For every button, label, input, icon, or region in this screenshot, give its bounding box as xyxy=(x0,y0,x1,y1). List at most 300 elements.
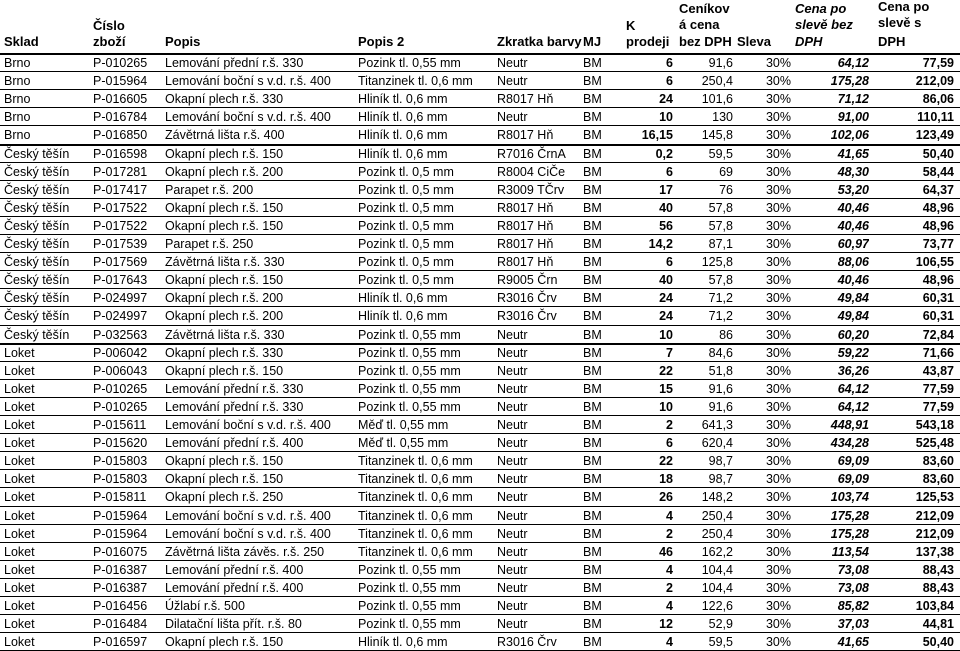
cell-barva: Neutr xyxy=(497,544,528,559)
cell-popis: Okapní plech r.š. 150 xyxy=(165,218,284,233)
cell-mj: BM xyxy=(583,182,602,197)
cell-barva: Neutr xyxy=(497,454,528,469)
cell-cislo: P-010265 xyxy=(93,56,148,70)
cell-cislo: P-015803 xyxy=(93,454,148,469)
table-row xyxy=(0,54,960,72)
cell-cislo: P-015803 xyxy=(93,472,148,487)
cell-cena: 125,8 xyxy=(701,255,733,270)
header-sklad: Sklad xyxy=(4,34,39,49)
cell-barva: R8017 Hň xyxy=(497,218,554,233)
cell-sleva: 30% xyxy=(765,418,791,432)
cell-cena-bez: 73,08 xyxy=(837,580,869,595)
cell-cislo: P-016075 xyxy=(93,544,148,559)
cell-mj: BM xyxy=(583,164,602,179)
table-row xyxy=(0,488,960,506)
cell-cena-bez: 103,74 xyxy=(830,490,869,505)
cell-popis2: Pozink tl. 0,5 mm xyxy=(358,273,454,288)
cell-cislo: P-017569 xyxy=(93,255,148,270)
cell-popis: Okapní plech r.š. 150 xyxy=(165,200,284,215)
cell-popis: Okapní plech r.š. 150 xyxy=(165,363,284,378)
cell-popis: Okapní plech r.š. 330 xyxy=(165,345,284,360)
cell-popis: Okapní plech r.š. 150 xyxy=(165,454,284,469)
cell-barva: R7016 ČrnA xyxy=(497,146,566,161)
cell-k-prodeji: 2 xyxy=(666,580,673,595)
cell-cena-s: 88,43 xyxy=(922,580,954,595)
cell-barva: Neutr xyxy=(497,599,528,613)
cell-k-prodeji: 17 xyxy=(659,182,673,197)
cell-sleva: 30% xyxy=(765,526,791,541)
header-cena-bez-line1: Cena po xyxy=(795,1,847,16)
cell-cena-s: 83,60 xyxy=(922,472,954,487)
cell-barva: Neutr xyxy=(497,490,528,505)
cell-cena: 57,8 xyxy=(708,200,733,215)
cell-cena: 250,4 xyxy=(701,74,733,89)
cell-cena-s: 543,18 xyxy=(915,418,954,432)
table-row xyxy=(0,199,960,217)
cell-sleva: 30% xyxy=(765,146,791,161)
cell-cena-bez: 69,09 xyxy=(837,454,869,469)
cell-mj: BM xyxy=(583,418,602,432)
cell-cena-bez: 49,84 xyxy=(837,309,869,324)
cell-barva: R3016 Črv xyxy=(497,635,557,650)
header-cena-bez-line2: slevě bez xyxy=(795,17,853,32)
table-row xyxy=(0,145,960,163)
table-row xyxy=(0,633,960,651)
cell-cena: 69 xyxy=(719,164,733,179)
cell-cena-bez: 40,46 xyxy=(837,218,869,233)
cell-sleva: 30% xyxy=(765,472,791,487)
cell-popis2: Pozink tl. 0,5 mm xyxy=(358,237,454,251)
cell-cena-s: 50,40 xyxy=(922,146,954,161)
cell-cena: 250,4 xyxy=(701,526,733,541)
cell-cena: 122,6 xyxy=(701,599,733,613)
cell-barva: Neutr xyxy=(497,363,528,378)
cell-sleva: 30% xyxy=(765,454,791,469)
cell-mj: BM xyxy=(583,635,602,650)
cell-popis2: Pozink tl. 0,5 mm xyxy=(358,200,454,215)
cell-popis: Okapní plech r.š. 200 xyxy=(165,309,284,324)
cell-cena-bez: 71,12 xyxy=(837,92,869,107)
cell-barva: R3016 Črv xyxy=(497,309,557,324)
cell-sleva: 30% xyxy=(765,345,791,360)
table-row xyxy=(0,126,960,144)
cell-sleva: 30% xyxy=(765,182,791,197)
cell-popis2: Pozink tl. 0,55 mm xyxy=(358,327,461,342)
cell-mj: BM xyxy=(583,580,602,595)
table-row xyxy=(0,108,960,126)
cell-cena-s: 60,31 xyxy=(922,309,954,324)
cell-sleva: 30% xyxy=(765,255,791,270)
cell-cena-s: 525,48 xyxy=(915,436,954,451)
cell-cena-s: 72,84 xyxy=(922,327,954,342)
cell-cena-s: 212,09 xyxy=(915,74,954,89)
cell-sklad: Loket xyxy=(4,418,35,432)
cell-mj: BM xyxy=(583,544,602,559)
cell-barva: Neutr xyxy=(497,327,528,342)
cell-cislo: P-016597 xyxy=(93,635,148,650)
cell-k-prodeji: 6 xyxy=(666,164,673,179)
cell-cena-bez: 60,20 xyxy=(837,327,869,342)
cell-barva: R8017 Hň xyxy=(497,237,554,251)
cell-sklad: Brno xyxy=(4,128,31,143)
cell-sleva: 30% xyxy=(765,327,791,342)
cell-cena: 57,8 xyxy=(708,218,733,233)
cell-sleva: 30% xyxy=(765,599,791,613)
table-row xyxy=(0,525,960,543)
cell-k-prodeji: 10 xyxy=(659,399,673,414)
table-row xyxy=(0,326,960,344)
cell-cena: 162,2 xyxy=(701,544,733,559)
cell-cena: 86 xyxy=(719,327,733,342)
cell-popis: Okapní plech r.š. 250 xyxy=(165,490,284,505)
cell-mj: BM xyxy=(583,309,602,324)
cell-sleva: 30% xyxy=(765,381,791,396)
cell-mj: BM xyxy=(583,255,602,270)
cell-k-prodeji: 6 xyxy=(666,436,673,451)
cell-popis2: Titanzinek tl. 0,6 mm xyxy=(358,526,473,541)
cell-cislo: P-015964 xyxy=(93,74,148,89)
header-cenik-line2: á cena xyxy=(679,17,720,32)
cell-mj: BM xyxy=(583,508,602,523)
cell-cislo: P-017417 xyxy=(93,182,148,197)
cell-cena-bez: 41,65 xyxy=(837,146,869,161)
cell-popis: Lemování přední r.š. 330 xyxy=(165,399,304,414)
cell-sklad: Brno xyxy=(4,56,31,70)
cell-cena-bez: 40,46 xyxy=(837,200,869,215)
cell-k-prodeji: 2 xyxy=(666,418,673,432)
cell-cislo: P-015964 xyxy=(93,508,148,523)
cell-cislo: P-016605 xyxy=(93,92,148,107)
cell-popis2: Pozink tl. 0,55 mm xyxy=(358,617,461,632)
cell-popis: Lemování boční s v.d. r.š. 400 xyxy=(165,418,331,432)
cell-sklad: Český těšín xyxy=(4,255,70,270)
header-cena-bez-line3: DPH xyxy=(795,34,823,49)
cell-barva: Neutr xyxy=(497,526,528,541)
cell-popis: Lemování boční s v.d. r.š. 400 xyxy=(165,526,331,541)
header-cenik-line3: bez DPH xyxy=(679,34,732,49)
cell-k-prodeji: 15 xyxy=(659,381,673,396)
cell-k-prodeji: 16,15 xyxy=(641,128,673,143)
cell-sleva: 30% xyxy=(765,164,791,179)
cell-cena-bez: 64,12 xyxy=(837,381,869,396)
cell-mj: BM xyxy=(583,454,602,469)
cell-popis: Úžlabí r.š. 500 xyxy=(165,599,245,613)
cell-sleva: 30% xyxy=(765,490,791,505)
cell-cislo: P-015811 xyxy=(93,490,147,505)
table-row xyxy=(0,579,960,597)
cell-cena: 76 xyxy=(719,182,733,197)
cell-sklad: Český těšín xyxy=(4,327,70,342)
cell-cena-s: 106,55 xyxy=(915,255,954,270)
cell-sklad: Loket xyxy=(4,599,35,613)
cell-cena: 104,4 xyxy=(701,562,733,577)
cell-mj: BM xyxy=(583,237,602,251)
cell-popis2: Pozink tl. 0,55 mm xyxy=(358,345,461,360)
cell-sleva: 30% xyxy=(765,544,791,559)
cell-popis: Lemování boční s v.d. r.š. 400 xyxy=(165,74,331,89)
cell-cena: 91,6 xyxy=(708,381,733,396)
cell-sklad: Český těšín xyxy=(4,200,70,215)
cell-popis2: Pozink tl. 0,5 mm xyxy=(358,255,454,270)
cell-cena-s: 212,09 xyxy=(915,526,954,541)
header-mj: MJ xyxy=(583,34,602,49)
cell-cena: 641,3 xyxy=(701,418,733,432)
cell-popis2: Titanzinek tl. 0,6 mm xyxy=(358,490,473,505)
table-row xyxy=(0,398,960,416)
cell-cena: 71,2 xyxy=(708,309,733,324)
cell-popis: Lemování přední r.š. 400 xyxy=(165,562,304,577)
cell-k-prodeji: 7 xyxy=(666,345,673,360)
cell-cena-bez: 85,82 xyxy=(837,599,869,613)
cell-cena-s: 44,81 xyxy=(922,617,954,632)
cell-cislo: P-015611 xyxy=(93,418,147,432)
cell-cena-bez: 41,65 xyxy=(837,635,869,650)
cell-cena-s: 43,87 xyxy=(922,363,954,378)
cell-popis2: Pozink tl. 0,55 mm xyxy=(358,381,461,396)
cell-cislo: P-015620 xyxy=(93,436,148,451)
cell-cena: 59,5 xyxy=(708,146,733,161)
cell-popis: Závětrná lišta r.š. 330 xyxy=(165,255,285,270)
cell-popis2: Pozink tl. 0,5 mm xyxy=(358,182,454,197)
cell-cena-s: 77,59 xyxy=(922,399,954,414)
cell-mj: BM xyxy=(583,345,602,360)
table-row xyxy=(0,543,960,561)
cell-sklad: Loket xyxy=(4,472,35,487)
cell-barva: R9005 Črn xyxy=(497,273,558,288)
cell-popis2: Pozink tl. 0,55 mm xyxy=(358,399,461,414)
cell-popis: Parapet r.š. 250 xyxy=(165,237,254,251)
cell-cislo: P-017643 xyxy=(93,273,148,288)
cell-cislo: P-017522 xyxy=(93,218,148,233)
cell-cena-bez: 59,22 xyxy=(837,345,869,360)
cell-popis: Okapní plech r.š. 150 xyxy=(165,472,284,487)
table-row xyxy=(0,307,960,325)
cell-barva: Neutr xyxy=(497,381,528,396)
cell-popis: Závětrná lišta r.š. 400 xyxy=(165,128,285,143)
cell-sklad: Český těšín xyxy=(4,218,70,233)
cell-barva: R8004 CiČe xyxy=(497,164,566,179)
header-cena-s-line3: DPH xyxy=(878,34,906,49)
cell-mj: BM xyxy=(583,92,602,107)
cell-sleva: 30% xyxy=(765,200,791,215)
cell-cena: 52,9 xyxy=(708,617,733,632)
cell-mj: BM xyxy=(583,327,602,342)
table-row xyxy=(0,561,960,579)
cell-cislo: P-016387 xyxy=(93,580,148,595)
table-row xyxy=(0,362,960,380)
cell-popis2: Hliník tl. 0,6 mm xyxy=(358,635,448,650)
cell-cena-bez: 73,08 xyxy=(837,562,869,577)
cell-popis2: Hliník tl. 0,6 mm xyxy=(358,291,448,306)
cell-sklad: Loket xyxy=(4,617,35,632)
table-row xyxy=(0,470,960,488)
cell-popis2: Pozink tl. 0,55 mm xyxy=(358,363,461,378)
cell-cena-s: 50,40 xyxy=(922,635,954,650)
cell-cena-s: 123,49 xyxy=(915,128,954,143)
table-row xyxy=(0,72,960,90)
cell-mj: BM xyxy=(583,291,602,306)
cell-cislo: P-016850 xyxy=(93,128,148,143)
cell-popis2: Titanzinek tl. 0,6 mm xyxy=(358,544,473,559)
table-row xyxy=(0,597,960,615)
cell-sleva: 30% xyxy=(765,617,791,632)
header-cenik-line1: Ceníkov xyxy=(679,1,730,16)
cell-barva: Neutr xyxy=(497,436,528,451)
table-row xyxy=(0,434,960,452)
table-row xyxy=(0,271,960,289)
cell-mj: BM xyxy=(583,617,602,632)
cell-sklad: Český těšín xyxy=(4,309,70,324)
cell-cena-bez: 175,28 xyxy=(830,526,869,541)
cell-barva: Neutr xyxy=(497,580,528,595)
cell-popis2: Pozink tl. 0,55 mm xyxy=(358,562,461,577)
cell-k-prodeji: 46 xyxy=(659,544,673,559)
cell-cena: 59,5 xyxy=(708,635,733,650)
cell-popis: Okapní plech r.š. 200 xyxy=(165,164,284,179)
cell-k-prodeji: 18 xyxy=(659,472,673,487)
cell-k-prodeji: 6 xyxy=(666,56,673,70)
cell-sleva: 30% xyxy=(765,399,791,414)
cell-cena: 91,6 xyxy=(708,399,733,414)
cell-cena-bez: 102,06 xyxy=(830,128,869,143)
cell-k-prodeji: 40 xyxy=(659,273,673,288)
cell-cena: 148,2 xyxy=(701,490,733,505)
table-header xyxy=(0,0,960,54)
cell-popis: Okapní plech r.š. 150 xyxy=(165,273,284,288)
cell-sklad: Český těšín xyxy=(4,182,70,197)
cell-mj: BM xyxy=(583,74,602,89)
cell-k-prodeji: 12 xyxy=(659,617,673,632)
cell-barva: R8017 Hň xyxy=(497,92,554,107)
cell-cena-s: 125,53 xyxy=(915,490,954,505)
cell-cena-s: 60,31 xyxy=(922,291,954,306)
cell-cena: 84,6 xyxy=(708,345,733,360)
header-cena-s-line1: Cena po xyxy=(878,0,930,14)
header-k-prodeji-line1: K xyxy=(626,18,636,33)
cell-popis: Závětrná lišta závěs. r.š. 250 xyxy=(165,544,325,559)
cell-cislo: P-016387 xyxy=(93,562,148,577)
cell-cena-s: 86,06 xyxy=(922,92,954,107)
cell-cislo: P-006043 xyxy=(93,363,148,378)
cell-popis: Dilatační lišta přít. r.š. 80 xyxy=(165,617,302,632)
cell-cena-s: 71,66 xyxy=(922,345,954,360)
cell-mj: BM xyxy=(583,599,602,613)
cell-sklad: Český těšín xyxy=(4,273,70,288)
cell-cena-s: 103,84 xyxy=(915,599,954,613)
table-row xyxy=(0,253,960,271)
cell-cena-s: 48,96 xyxy=(922,273,954,288)
cell-cena-bez: 88,06 xyxy=(837,255,869,270)
cell-barva: Neutr xyxy=(497,74,528,89)
cell-cena-bez: 64,12 xyxy=(837,399,869,414)
cell-k-prodeji: 24 xyxy=(659,291,673,306)
cell-cislo: P-017539 xyxy=(93,237,148,251)
cell-sklad: Loket xyxy=(4,454,35,469)
cell-cislo: P-016484 xyxy=(93,617,148,632)
cell-popis2: Titanzinek tl. 0,6 mm xyxy=(358,74,473,89)
cell-barva: Neutr xyxy=(497,345,528,360)
cell-k-prodeji: 14,2 xyxy=(648,237,673,251)
cell-cena: 145,8 xyxy=(701,128,733,143)
cell-barva: Neutr xyxy=(497,399,528,414)
cell-cena-s: 88,43 xyxy=(922,562,954,577)
cell-barva: Neutr xyxy=(497,418,528,432)
cell-cena: 101,6 xyxy=(701,92,733,107)
cell-sleva: 30% xyxy=(765,580,791,595)
cell-cena: 57,8 xyxy=(708,273,733,288)
table-row xyxy=(0,235,960,253)
cell-cena-bez: 434,28 xyxy=(830,436,869,451)
cell-popis: Závětrná lišta r.š. 330 xyxy=(165,327,285,342)
cell-sklad: Loket xyxy=(4,544,35,559)
cell-sleva: 30% xyxy=(765,309,791,324)
table-row xyxy=(0,344,960,362)
cell-sleva: 30% xyxy=(765,128,791,143)
cell-sleva: 30% xyxy=(765,218,791,233)
cell-k-prodeji: 4 xyxy=(666,635,673,650)
cell-cena-bez: 69,09 xyxy=(837,472,869,487)
cell-mj: BM xyxy=(583,562,602,577)
cell-cena: 104,4 xyxy=(701,580,733,595)
table-row xyxy=(0,380,960,398)
cell-sklad: Loket xyxy=(4,345,35,360)
cell-barva: R8017 Hň xyxy=(497,128,554,143)
cell-cena-bez: 37,03 xyxy=(837,617,869,632)
cell-mj: BM xyxy=(583,436,602,451)
cell-barva: R8017 Hň xyxy=(497,255,554,270)
cell-k-prodeji: 56 xyxy=(659,218,673,233)
cell-sklad: Loket xyxy=(4,580,35,595)
cell-sklad: Český těšín xyxy=(4,291,70,306)
cell-popis2: Hliník tl. 0,6 mm xyxy=(358,128,448,143)
header-zkratka-barvy: Zkratka barvy xyxy=(497,34,582,49)
cell-mj: BM xyxy=(583,526,602,541)
cell-k-prodeji: 0,2 xyxy=(655,146,673,161)
cell-cena-bez: 175,28 xyxy=(830,508,869,523)
cell-popis2: Pozink tl. 0,55 mm xyxy=(358,580,461,595)
cell-cislo: P-024997 xyxy=(93,309,148,324)
header-cena-s-line2: slevě s xyxy=(878,15,922,30)
cell-cislo: P-006042 xyxy=(93,345,148,360)
cell-sklad: Brno xyxy=(4,74,31,89)
cell-mj: BM xyxy=(583,200,602,215)
header-cislo-line2: zboží xyxy=(93,34,126,49)
cell-k-prodeji: 10 xyxy=(659,110,673,125)
cell-popis: Okapní plech r.š. 330 xyxy=(165,92,284,107)
cell-cena-s: 48,96 xyxy=(922,200,954,215)
cell-cena: 91,6 xyxy=(708,56,733,70)
cell-cislo: P-010265 xyxy=(93,381,148,396)
cell-mj: BM xyxy=(583,399,602,414)
cell-sklad: Loket xyxy=(4,381,35,396)
cell-k-prodeji: 6 xyxy=(666,74,673,89)
cell-cislo: P-016598 xyxy=(93,146,148,161)
cell-barva: Neutr xyxy=(497,472,528,487)
cell-popis2: Měď tl. 0,55 mm xyxy=(358,418,449,432)
cell-barva: Neutr xyxy=(497,508,528,523)
table-row xyxy=(0,217,960,235)
table-row xyxy=(0,181,960,199)
cell-cena-bez: 448,91 xyxy=(830,418,869,432)
cell-sklad: Český těšín xyxy=(4,146,70,161)
cell-mj: BM xyxy=(583,363,602,378)
cell-sklad: Loket xyxy=(4,399,35,414)
cell-sklad: Český těšín xyxy=(4,237,70,251)
cell-k-prodeji: 4 xyxy=(666,508,673,523)
table-row xyxy=(0,416,960,434)
cell-sleva: 30% xyxy=(765,92,791,107)
cell-mj: BM xyxy=(583,56,602,70)
